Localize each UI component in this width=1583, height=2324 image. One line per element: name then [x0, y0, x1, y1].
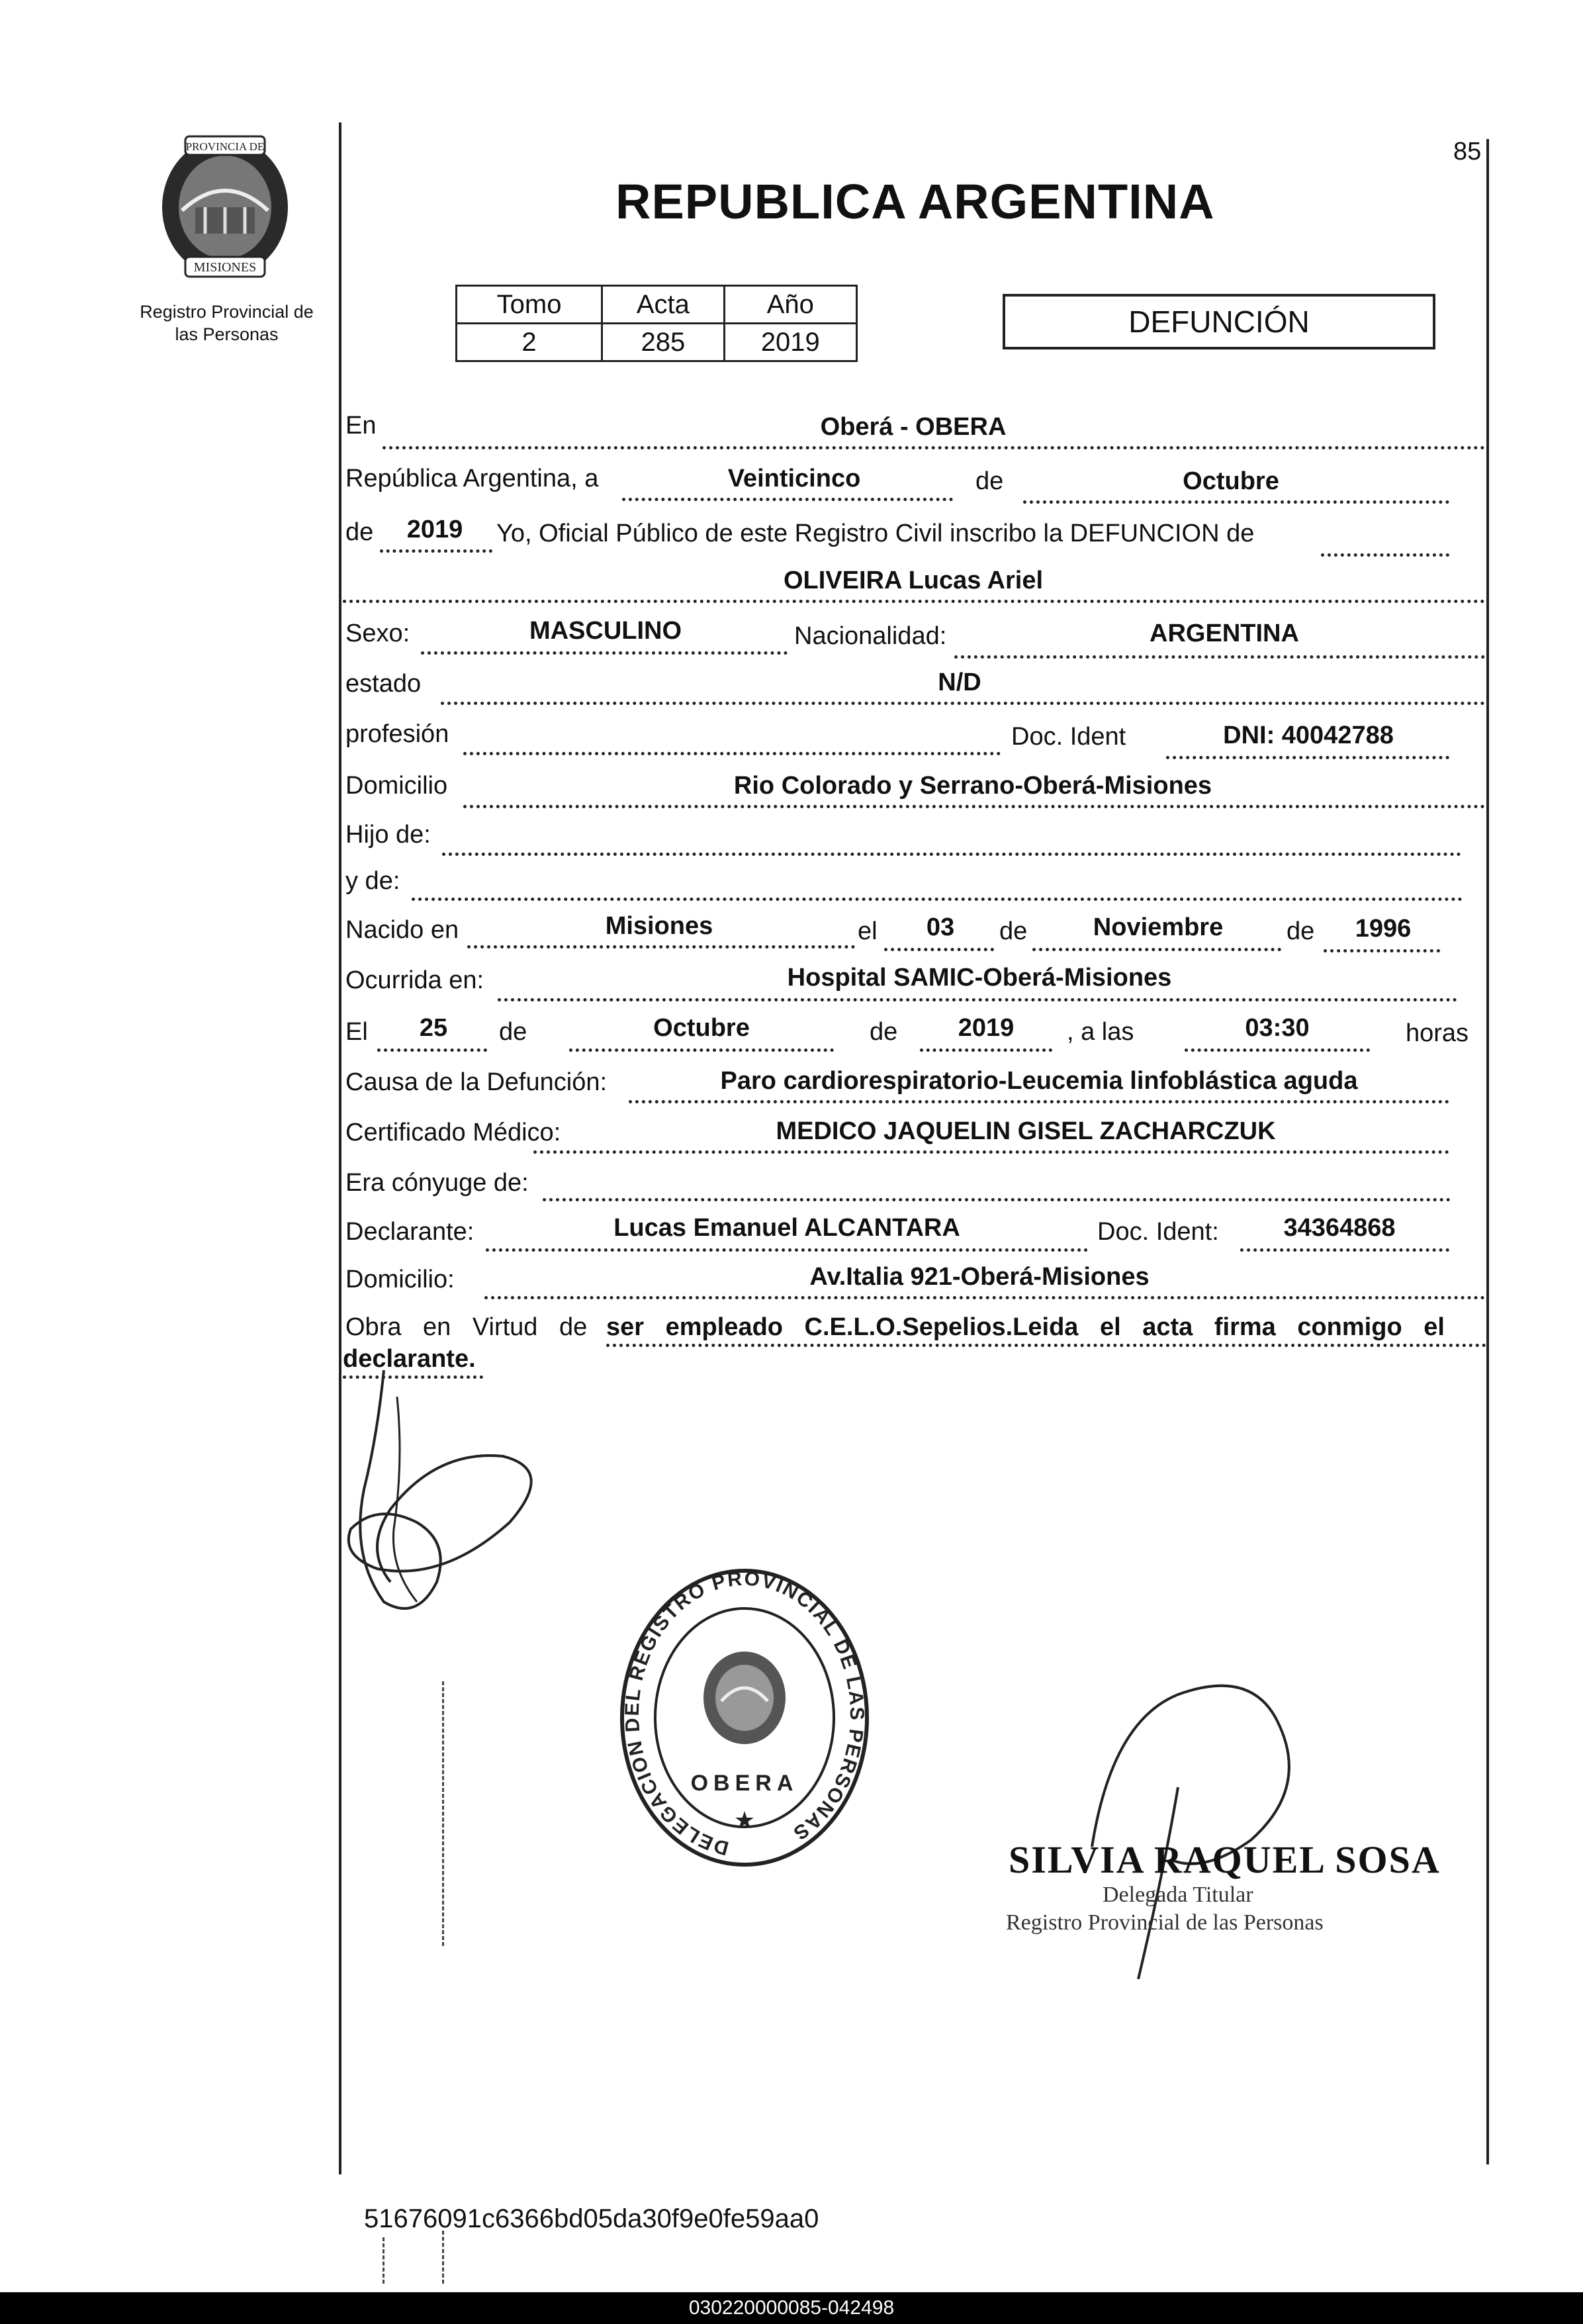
death-year-line — [920, 1048, 1052, 1052]
signatory-role: Delegada Titular — [1103, 1882, 1253, 1907]
birth-month-line — [1032, 948, 1281, 951]
domicilio-label: Domicilio — [345, 772, 448, 800]
decl-doc-label: Doc. Ident: — [1097, 1218, 1219, 1246]
inscribo-text: Yo, Oficial Público de este Registro Civil inscribo la DEFUNCION de — [496, 520, 1255, 547]
place-value: Oberá - OBERA — [820, 413, 1007, 441]
de-label-1: de — [975, 467, 1004, 495]
declarante-line — [486, 1248, 1088, 1252]
record-table — [455, 285, 858, 362]
footer-bar — [0, 2292, 1583, 2324]
document-hash: 51676091c6366bd05da30f9e0fe59aa0 — [364, 2204, 819, 2233]
declarant-signature — [338, 1357, 563, 1622]
logo-caption: Registro Provincial de las Personas — [140, 302, 314, 344]
hijo-label: Hijo de: — [345, 821, 431, 849]
obra-label: Obra en Virtud de — [345, 1313, 588, 1341]
obra-text-cont: declarante. — [343, 1345, 476, 1373]
value-acta: 285 — [602, 324, 725, 361]
inscribo-line — [1321, 553, 1449, 557]
left-margin-line — [339, 122, 341, 2174]
estado-line — [441, 702, 1485, 705]
republica-label: República Argentina, a — [345, 465, 599, 492]
day-words-line — [622, 498, 953, 501]
conyuge-line — [543, 1198, 1451, 1201]
certificado-label: Certificado Médico: — [345, 1119, 561, 1146]
header-tomo: Tomo — [457, 286, 602, 324]
profesion-label: profesión — [345, 720, 449, 748]
birth-year-value: 1996 — [1355, 915, 1412, 943]
declarante-value: Lucas Emanuel ALCANTARA — [613, 1214, 960, 1242]
birth-year-line — [1324, 949, 1440, 953]
nacido-value: Misiones — [605, 912, 713, 940]
birth-day-line — [884, 948, 994, 951]
y-de-label: y de: — [345, 867, 400, 895]
death-time-line — [1185, 1048, 1370, 1052]
death-year-value: 2019 — [958, 1014, 1015, 1042]
en-label: En — [345, 412, 377, 440]
domicilio-value: Rio Colorado y Serrano-Oberá-Misiones — [733, 772, 1212, 800]
el-cap-label: El — [345, 1018, 368, 1046]
domicilio-line — [463, 805, 1485, 808]
death-month-value: Octubre — [653, 1014, 750, 1042]
stamp-city: OBERA — [690, 1771, 799, 1796]
page-title: REPUBLICA ARGENTINA — [615, 174, 1215, 229]
nacido-line — [467, 945, 855, 949]
page-number: 85 — [1453, 138, 1482, 165]
nacionalidad-label: Nacionalidad: — [794, 622, 947, 650]
deceased-line — [343, 600, 1485, 603]
doc-type-box: DEFUNCIÓN — [1003, 294, 1435, 349]
header-acta: Acta — [602, 286, 725, 324]
certificado-line — [533, 1150, 1449, 1154]
decl-doc-value: 34364868 — [1283, 1214, 1396, 1242]
hijo-line — [442, 853, 1461, 856]
doc-ident-line — [1166, 756, 1449, 759]
nacionalidad-value: ARGENTINA — [1150, 620, 1299, 647]
estado-label: estado — [345, 670, 422, 698]
signatory-office: Registro Provincial de las Personas — [1006, 1910, 1324, 1935]
day-words-value: Veinticinco — [727, 465, 861, 492]
death-day-line — [377, 1048, 487, 1052]
left-dash-marks-bottom-2 — [383, 2237, 384, 2284]
ocurrida-value: Hospital SAMIC-Oberá-Misiones — [787, 964, 1172, 992]
decl-domicilio-line — [484, 1296, 1485, 1299]
death-month-line — [569, 1048, 834, 1052]
y-de-line — [412, 898, 1463, 901]
place-line — [383, 446, 1485, 449]
ocurrida-label: Ocurrida en: — [345, 966, 484, 994]
header-anio: Año — [724, 286, 856, 324]
birth-month-value: Noviembre — [1093, 913, 1224, 941]
de-label-6: de — [870, 1018, 898, 1046]
a-las-label: , a las — [1067, 1018, 1134, 1046]
de-label-3: de — [999, 917, 1028, 945]
death-day-value: 25 — [419, 1014, 448, 1042]
de-label-2: de — [345, 518, 374, 546]
certificado-value: MEDICO JAQUELIN GISEL ZACHARCZUK — [776, 1117, 1276, 1145]
el-label: el — [858, 917, 878, 945]
horas-label: horas — [1406, 1019, 1469, 1047]
value-anio: 2019 — [724, 324, 856, 361]
province-logo — [156, 131, 294, 283]
month-value: Octubre — [1183, 467, 1279, 495]
decl-doc-line — [1240, 1248, 1449, 1252]
ocurrida-line — [498, 998, 1457, 1001]
left-dash-marks — [442, 1681, 444, 1946]
month-line — [1023, 500, 1449, 504]
obra-line — [606, 1344, 1486, 1347]
causa-value: Paro cardiorespiratorio-Leucemia linfoblástica aguda — [720, 1067, 1358, 1095]
profesion-line — [463, 752, 1001, 755]
logo-bottom-text: MISIONES — [193, 260, 257, 275]
right-margin-line — [1486, 139, 1489, 2164]
year-value: 2019 — [406, 516, 463, 543]
nacido-label: Nacido en — [345, 916, 459, 944]
de-label-4: de — [1287, 917, 1315, 945]
doc-ident-value: DNI: 40042788 — [1223, 721, 1394, 749]
estado-value: N/D — [938, 669, 981, 696]
causa-label: Causa de la Defunción: — [345, 1068, 608, 1096]
de-label-5: de — [499, 1018, 527, 1046]
signatory-name: SILVIA RAQUEL SOSA — [1009, 1838, 1441, 1881]
declarante-label: Declarante: — [345, 1218, 475, 1246]
decl-domicilio-label: Domicilio: — [345, 1266, 455, 1293]
sexo-value: MASCULINO — [529, 617, 682, 645]
death-time-value: 03:30 — [1245, 1014, 1310, 1042]
doc-ident-label: Doc. Ident — [1011, 723, 1126, 751]
deceased-name: OLIVEIRA Lucas Ariel — [783, 567, 1044, 594]
sexo-label: Sexo: — [345, 620, 410, 647]
year-line — [380, 549, 492, 553]
logo-top-text: PROVINCIA DE — [185, 140, 265, 153]
footer-code: 030220000085-042498 — [688, 2297, 895, 2319]
birth-day-value: 03 — [926, 913, 955, 941]
nacionalidad-line — [954, 655, 1485, 659]
stamp-star-icon: ★ — [733, 1807, 756, 1834]
conyuge-label: Era cónyuge de: — [345, 1169, 529, 1197]
decl-domicilio-value: Av.Italia 921-Oberá-Misiones — [809, 1263, 1150, 1291]
value-tomo: 2 — [457, 324, 602, 361]
delegation-stamp — [615, 1562, 874, 1873]
causa-line — [629, 1100, 1449, 1103]
sexo-line — [421, 651, 788, 655]
left-dash-marks-bottom — [442, 2231, 444, 2284]
obra-text: ser empleado C.E.L.O.Sepelios.Leida el acta firma conmigo el — [606, 1313, 1445, 1341]
stamp-ring-text: DELEGACION DEL REGISTRO PROVINCIAL DE LAS PERSONAS — [621, 1567, 868, 1859]
